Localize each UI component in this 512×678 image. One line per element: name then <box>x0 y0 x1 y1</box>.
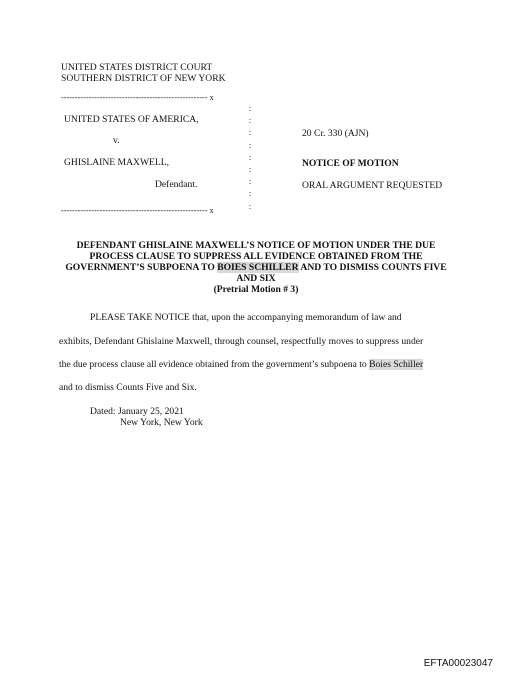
body-line-3 <box>59 359 423 370</box>
case-number: 20 Cr. 330 (AJN) <box>302 128 369 139</box>
caption-colon-column: : : : : : : : : : <box>248 104 252 211</box>
body-line-1: PLEASE TAKE NOTICE that, upon the accompanying memorandum of law and <box>90 312 402 323</box>
court-district: SOUTHERN DISTRICT OF NEW YORK <box>61 73 226 84</box>
body-line-3-text: the due process clause all evidence obtained from the government’s subpoena to <box>59 359 370 370</box>
caption-bottom-rule: ----------------------------------------------------- x <box>61 206 214 215</box>
motion-title-highlight: BOIES SCHILLER <box>217 262 299 273</box>
court-name: UNITED STATES DISTRICT COURT <box>61 62 213 73</box>
motion-title-part2: AND TO DISMISS COUNTS FIVE AND SIX <box>236 262 447 284</box>
body-line-3-highlight: Boies Schiller <box>369 359 424 370</box>
motion-title <box>58 240 454 295</box>
caption-plaintiff: UNITED STATES OF AMERICA, <box>64 114 199 125</box>
motion-title-part1: DEFENDANT GHISLAINE MAXWELL’S NOTICE OF MOTION UNDER THE DUE PROCESS CLAUSE TO SUPPRESS ALL EVIDENCE OBTAINED FROM THE GOVERNMENT’S SUBPOENA TO <box>65 240 436 273</box>
caption-defendant-name: GHISLAINE MAXWELL, <box>64 157 169 168</box>
caption-top-rule: ----------------------------------------------------- x <box>61 93 214 102</box>
body-line-2: exhibits, Defendant Ghislaine Maxwell, through counsel, respectfully moves to suppress under <box>59 336 424 347</box>
dated-place: New York, New York <box>120 417 203 428</box>
body-line-4: and to dismiss Counts Five and Six. <box>59 382 197 393</box>
caption-defendant-role: Defendant. <box>155 179 198 190</box>
document-id: EFTA00023047 <box>423 658 493 669</box>
court-heading <box>61 62 226 84</box>
dated-line: Dated: January 25, 2021 <box>90 406 184 417</box>
oral-argument-request: ORAL ARGUMENT REQUESTED <box>302 180 443 191</box>
motion-subtitle: (Pretrial Motion # 3) <box>213 284 299 295</box>
document-type: NOTICE OF MOTION <box>302 158 399 169</box>
caption-versus: v. <box>113 135 120 146</box>
